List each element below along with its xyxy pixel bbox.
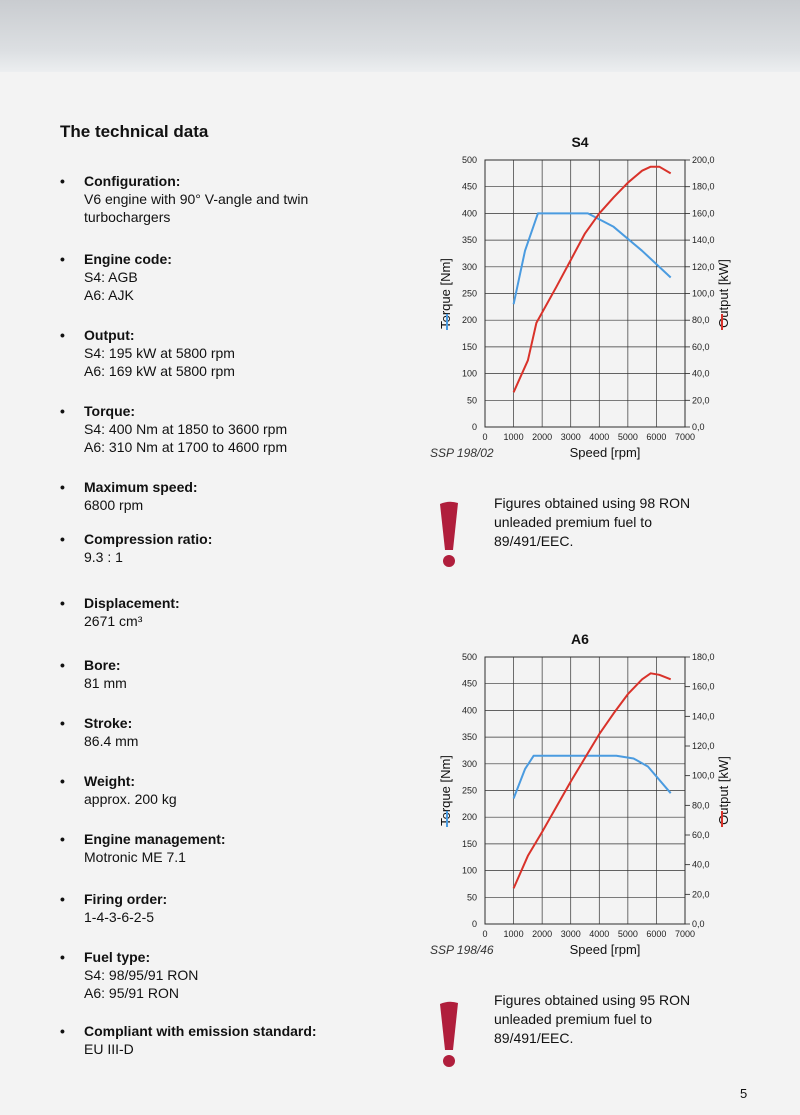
spec-body (84, 948, 384, 1002)
y2-tick-label: 140,0 (692, 235, 715, 246)
x-tick-label: 2000 (532, 432, 553, 442)
spec-label: Torque: (84, 403, 136, 419)
spec-value: EU III-D (84, 1041, 134, 1057)
spec-value: V6 engine with 90° V-angle and twin (84, 191, 309, 207)
spec-body (84, 402, 384, 456)
spec-value: S4: 195 kW at 5800 rpm (84, 345, 235, 361)
y2-tick-label: 80,0 (692, 800, 710, 811)
y-tick-label: 350 (461, 732, 477, 743)
note-a6 (494, 991, 734, 1048)
spec-label: Compression ratio: (84, 531, 213, 547)
y2-tick-label: 120,0 (692, 261, 715, 272)
y-tick-label: 400 (461, 208, 477, 219)
spec-value: 86.4 mm (84, 733, 139, 749)
spec-value: 6800 rpm (84, 497, 144, 513)
y-tick-label: 350 (461, 235, 477, 246)
bullet: • (60, 1023, 65, 1039)
note-line: unleaded premium fuel to (494, 1011, 652, 1027)
y-tick-label: 250 (461, 288, 477, 299)
x-axis-label: Speed [rpm] (569, 445, 641, 460)
spec-body (84, 326, 384, 380)
bullet: • (60, 173, 65, 189)
x-tick-label: 3000 (560, 929, 581, 939)
y-tick-label: 50 (466, 395, 477, 406)
y2-tick-label: 0,0 (692, 422, 705, 432)
y2-tick-label: 180,0 (692, 652, 715, 662)
y-tick-label: 450 (461, 181, 477, 192)
spec-value: 2671 cm³ (84, 613, 143, 629)
spec-label: Configuration: (84, 173, 181, 189)
y-tick-label: 250 (461, 785, 477, 796)
chart-reference: SSP 198/46 (430, 943, 494, 957)
spec-label: Engine management: (84, 831, 226, 847)
y-tick-label: 200 (461, 812, 477, 823)
y-tick-label: 300 (461, 758, 477, 769)
bullet: • (60, 327, 65, 343)
spec-body (84, 1022, 384, 1058)
page-title: The technical data (60, 122, 209, 141)
spec-value: 81 mm (84, 675, 127, 691)
spec-label: Firing order: (84, 891, 168, 907)
y2-tick-label: 20,0 (692, 395, 710, 406)
x-tick-label: 0 (482, 432, 488, 442)
y-tick-label: 50 (466, 892, 477, 903)
x-tick-label: 0 (482, 929, 488, 939)
y-axis-label: Torque [Nm] (438, 755, 453, 826)
bullet: • (60, 403, 65, 419)
note-line: unleaded premium fuel to (494, 514, 652, 530)
spec-body (84, 594, 384, 630)
spec-body (84, 656, 384, 692)
y2-tick-label: 0,0 (692, 919, 705, 929)
y2-tick-label: 120,0 (692, 741, 715, 751)
y-tick-label: 400 (461, 705, 477, 716)
y-tick-label: 0 (471, 919, 477, 929)
bullet: • (60, 657, 65, 673)
y2-tick-label: 100,0 (692, 770, 715, 781)
bullet: • (60, 531, 65, 547)
spec-label: Bore: (84, 657, 121, 673)
spec-value: A6: 310 Nm at 1700 to 4600 rpm (84, 439, 288, 455)
y2-axis-label: Output [kW] (716, 259, 731, 328)
y2-tick-label: 160,0 (692, 208, 715, 219)
warning-exclamation-icon (436, 500, 462, 570)
spec-value: turbochargers (84, 209, 171, 225)
spec-value: A6: 95/91 RON (84, 985, 179, 1001)
bullet: • (60, 831, 65, 847)
x-tick-label: 7000 (674, 929, 696, 939)
y2-tick-label: 60,0 (692, 341, 710, 352)
spec-value: 1-4-3-6-2-5 (84, 909, 155, 925)
x-tick-label: 5000 (617, 929, 638, 939)
y2-tick-label: 140,0 (692, 711, 715, 722)
y2-tick-label: 80,0 (692, 315, 710, 326)
x-tick-label: 4000 (589, 432, 610, 442)
output-series-line (514, 167, 671, 393)
spec-label: Fuel type: (84, 949, 151, 965)
y2-tick-label: 20,0 (692, 889, 710, 900)
page-number: 5 (740, 1086, 748, 1101)
x-tick-label: 1000 (503, 432, 524, 442)
y-axis-label: Torque [Nm] (438, 258, 453, 329)
y-tick-label: 0 (471, 422, 477, 432)
warning-exclamation-icon (436, 1000, 462, 1070)
torque-series-line (514, 213, 671, 304)
spec-body (84, 478, 384, 514)
y-tick-label: 100 (461, 865, 477, 876)
bullet: • (60, 251, 65, 267)
spec-body (84, 772, 384, 808)
y2-tick-label: 40,0 (692, 368, 710, 379)
y2-axis-label: Output [kW] (716, 756, 731, 825)
spec-body (84, 890, 384, 926)
y2-tick-label: 180,0 (692, 181, 715, 192)
x-tick-label: 7000 (674, 432, 696, 442)
bullet: • (60, 949, 65, 965)
x-tick-label: 2000 (532, 929, 553, 939)
spec-label: Engine code: (84, 251, 172, 267)
spec-body (84, 714, 384, 750)
output-series-line (514, 673, 671, 888)
spec-label: Output: (84, 327, 135, 343)
x-tick-label: 5000 (617, 432, 638, 442)
note-line: Figures obtained using 95 RON (494, 992, 691, 1008)
spec-value: approx. 200 kg (84, 791, 177, 807)
y-tick-label: 500 (461, 155, 477, 165)
y2-tick-label: 100,0 (692, 288, 715, 299)
y2-tick-label: 160,0 (692, 681, 715, 692)
spec-label: Stroke: (84, 715, 133, 731)
y-tick-label: 150 (461, 838, 477, 849)
y-tick-label: 200 (461, 315, 477, 326)
spec-value: S4: 400 Nm at 1850 to 3600 rpm (84, 421, 288, 437)
y-tick-label: 100 (461, 368, 477, 379)
y-tick-label: 500 (461, 652, 477, 662)
bullet: • (60, 715, 65, 731)
spec-value: Motronic ME 7.1 (84, 849, 186, 865)
x-axis-label: Speed [rpm] (569, 942, 641, 957)
spec-value: A6: 169 kW at 5800 rpm (84, 363, 235, 379)
note-s4 (494, 494, 734, 551)
y-tick-label: 450 (461, 678, 477, 689)
spec-body (84, 172, 384, 226)
spec-body (84, 250, 384, 304)
chart-title: S4 (571, 134, 589, 150)
bullet: • (60, 479, 65, 495)
spec-body (84, 530, 384, 566)
note-line: Figures obtained using 98 RON (494, 495, 691, 511)
chart-a6 (420, 627, 750, 962)
chart-reference: SSP 198/02 (430, 446, 494, 460)
chart-a6-svg (420, 627, 750, 962)
spec-label: Displacement: (84, 595, 180, 611)
chart-s4 (420, 130, 750, 465)
top-shadow-band (0, 0, 800, 72)
spec-body (84, 830, 384, 866)
spec-value: 9.3 : 1 (84, 549, 123, 565)
x-tick-label: 1000 (503, 929, 524, 939)
x-tick-label: 6000 (646, 432, 667, 442)
spec-value: S4: AGB (84, 269, 138, 285)
note-line: 89/491/EEC. (494, 533, 574, 549)
y2-tick-label: 200,0 (692, 155, 715, 165)
y2-tick-label: 60,0 (692, 830, 710, 840)
bullet: • (60, 773, 65, 789)
chart-s4-svg (420, 130, 750, 465)
torque-series-line (514, 756, 671, 799)
y-tick-label: 300 (461, 261, 477, 272)
spec-label: Compliant with emission standard: (84, 1023, 317, 1039)
bullet: • (60, 595, 65, 611)
note-line: 89/491/EEC. (494, 1030, 574, 1046)
spec-label: Maximum speed: (84, 479, 198, 495)
spec-value: A6: AJK (84, 287, 134, 303)
x-tick-label: 6000 (646, 929, 667, 939)
x-tick-label: 4000 (589, 929, 610, 939)
y2-tick-label: 40,0 (692, 859, 710, 870)
chart-title: A6 (571, 631, 589, 647)
bullet: • (60, 891, 65, 907)
spec-label: Weight: (84, 773, 136, 789)
x-tick-label: 3000 (560, 432, 581, 442)
y-tick-label: 150 (461, 341, 477, 352)
spec-value: S4: 98/95/91 RON (84, 967, 199, 983)
